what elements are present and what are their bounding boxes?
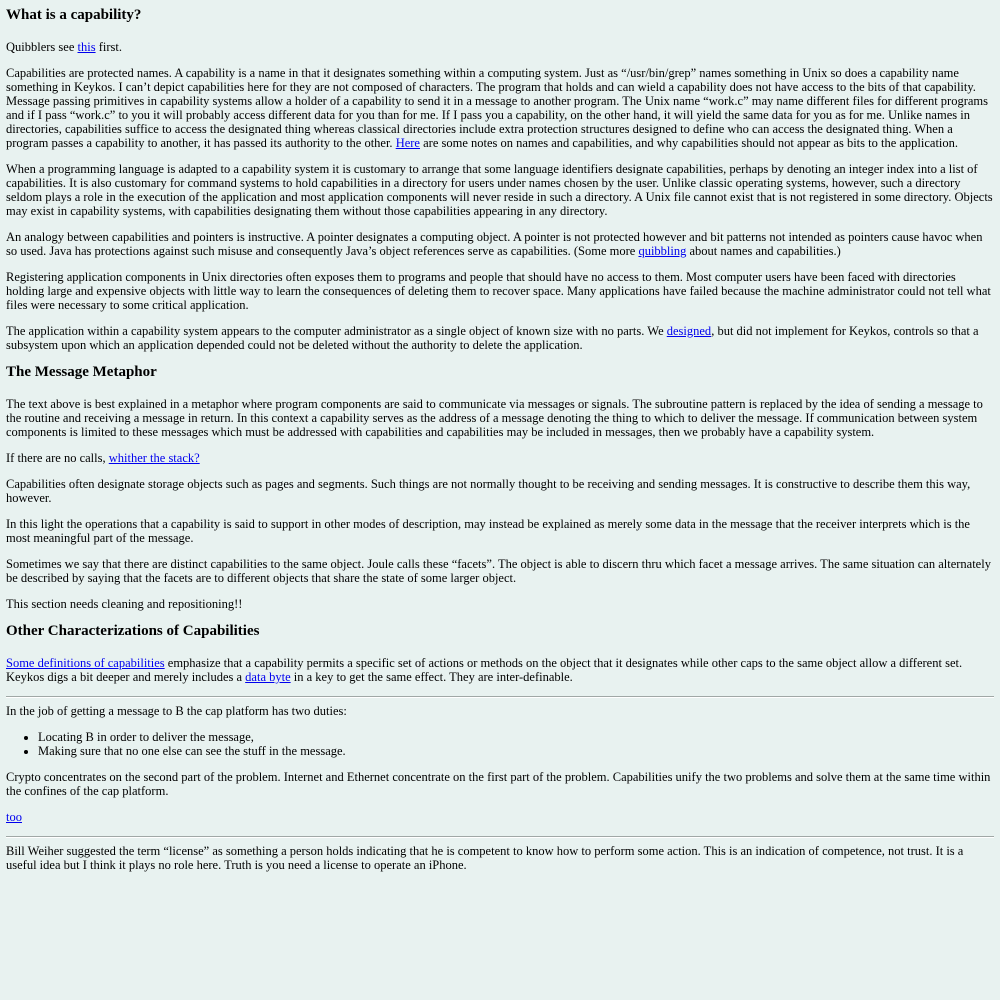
paragraph-needs-cleaning: This section needs cleaning and repositioning!! <box>6 597 243 611</box>
paragraph-programming-language: When a programming language is adapted to a capability system it is customary to arrange that some language identifiers designate capabilities, perhaps by denoting an integer index into a list of capabilities. It is also customary for command systems to hold capabilities in a directory for users under names chosen by the user. Unlike classic operating systems, however, such a directory seldom plays a role in the execution of the application and most application components will never reside in such a directory. A Unix file cannot exist that is not registered in some directory. Objects may exist in capability systems, with capabilities designating them without those capabilities appearing in any directory. <box>6 162 993 218</box>
text: first. <box>95 40 122 54</box>
text: in a key to get the same effect. They are inter-definable. <box>290 670 573 684</box>
text: Quibblers see <box>6 40 78 54</box>
text: , but did not implement for Keykos, controls so that a subsystem upon which an application depended could not be deleted without the authority to delete the application. <box>6 324 979 352</box>
link-too[interactable]: too <box>6 810 22 824</box>
paragraph-definitions <box>6 656 994 684</box>
text: The application within a capability system appears to the computer administrator as a single object of known size with no parts. We <box>6 324 667 338</box>
paragraph-crypto: Crypto concentrates on the second part of the problem. Internet and Ethernet concentrate on the first part of the problem. Capabilities unify the two problems and solve them at the same time within the confines of the cap platform. <box>6 770 991 798</box>
paragraph-protected-names <box>6 66 994 150</box>
paragraph-administrator <box>6 324 994 352</box>
list-item: • Making sure that no one else can see the stuff in the message. <box>38 744 994 758</box>
paragraph-metaphor: The text above is best explained in a metaphor where program components are said to communicate via messages or signals. The subroutine pattern is replaced by the idea of sending a message to the routine and receiving a message in return. In this context a capability serves as the address of a message denoting the thing to which to deliver the message. If communication between system components is limited to these messages which must be addressed with capabilities and capabilities may be included in messages, then we probably have a capability system. <box>6 397 983 439</box>
paragraph-pointers-analogy <box>6 230 994 258</box>
paragraph-storage-objects: Capabilities often designate storage objects such as pages and segments. Such things are not normally thought to be receiving and sending messages. It is constructive to describe them this way, however. <box>6 477 971 505</box>
divider <box>6 696 994 698</box>
link-whither-stack[interactable]: whither the stack? <box>108 451 200 465</box>
link-quibbling[interactable]: quibbling <box>638 244 687 258</box>
heading-what-is-capability: What is a capability? <box>6 7 142 23</box>
link-definitions-of-capabilities[interactable]: Some definitions of capabilities <box>6 656 165 670</box>
list-item: • Locating B in order to deliver the message, <box>38 730 994 744</box>
link-here[interactable]: Here <box>395 136 420 150</box>
link-designed[interactable]: designed <box>666 324 712 338</box>
paragraph-two-duties: In the job of getting a message to B the cap platform has two duties: <box>6 704 347 718</box>
text: about names and capabilities.) <box>686 244 841 258</box>
text: are some notes on names and capabilities, and why capabilities should not appear as bits to the application. <box>419 136 959 150</box>
divider <box>6 836 994 838</box>
link-this[interactable]: this <box>77 40 96 54</box>
paragraph-quibblers <box>6 40 994 54</box>
text: If there are no calls, <box>6 451 109 465</box>
paragraph-facets: Sometimes we say that there are distinct capabilities to the same object. Joule calls these “facets”. The object is able to discern thru which facet a message arrives. The same situation can alternately be described by saying that the facets are to different objects that share the state of some larger object. <box>6 557 991 585</box>
heading-other-characterizations: Other Characterizations of Capabilities <box>6 623 260 639</box>
paragraph-no-calls <box>6 451 994 465</box>
duties-list <box>6 730 994 758</box>
text: Capabilities are protected names. A capability is a name in that it designates something within a computing system. Just as “/usr/bin/grep” names something in Unix so does a capability name something in Keykos. I can’t depict capabilities here for they are not composed of characters. The program that holds and can wield a capability does not have access to the bits of that capability. Message passing primitives in capability systems allow a holder of a capability to send it in a message to another program. The Unix name “work.c” may name different files for different programs and if I pass “work.c” to you it will probably access different data for you than for me. If I pass you a capability, on the other hand, it will yield the same data for you as for me. Unlike names in directories, capabilities suffice to access the designated thing whereas classical directories include extra protection structures designed to define who can access the designated thing. When a program passes a capability to another, it has passed its authority to the other. <box>6 66 989 150</box>
heading-message-metaphor: The Message Metaphor <box>6 364 157 380</box>
text: emphasize that a capability permits a specific set of actions or methods on the object that it designates while other caps to the same object allow a different set. Keykos digs a bit deeper and merely includes a <box>6 656 963 684</box>
paragraph-too <box>6 810 994 824</box>
paragraph-license: Bill Weiher suggested the term “license” as something a person holds indicating that he is competent to know how to perform some action. This is an indication of competence, not trust. It is a useful idea but I think it plays no role here. Truth is you need a license to operate an iPhone. <box>6 844 964 872</box>
paragraph-unix-directories: Registering application components in Unix directories often exposes them to programs and people that should have no access to them. Most computer users have been faced with directories holding large and expensive objects with little way to learn the consequences of deleting them to recover space. Many applications have failed because the machine administrator could not tell what files were necessary to some critical application. <box>6 270 991 312</box>
link-data-byte[interactable]: data byte <box>245 670 291 684</box>
text: An analogy between capabilities and pointers is instructive. A pointer designates a computing object. A pointer is not protected however and bit patterns not intended as pointers cause havoc when so used. Java has protections against such misuse and consequently Java’s object references serve as capabilities. (Some more <box>6 230 983 258</box>
paragraph-operations: In this light the operations that a capability is said to support in other modes of description, may instead be explained as merely some data in the message that the receiver interprets which is the most meaningful part of the message. <box>6 517 970 545</box>
